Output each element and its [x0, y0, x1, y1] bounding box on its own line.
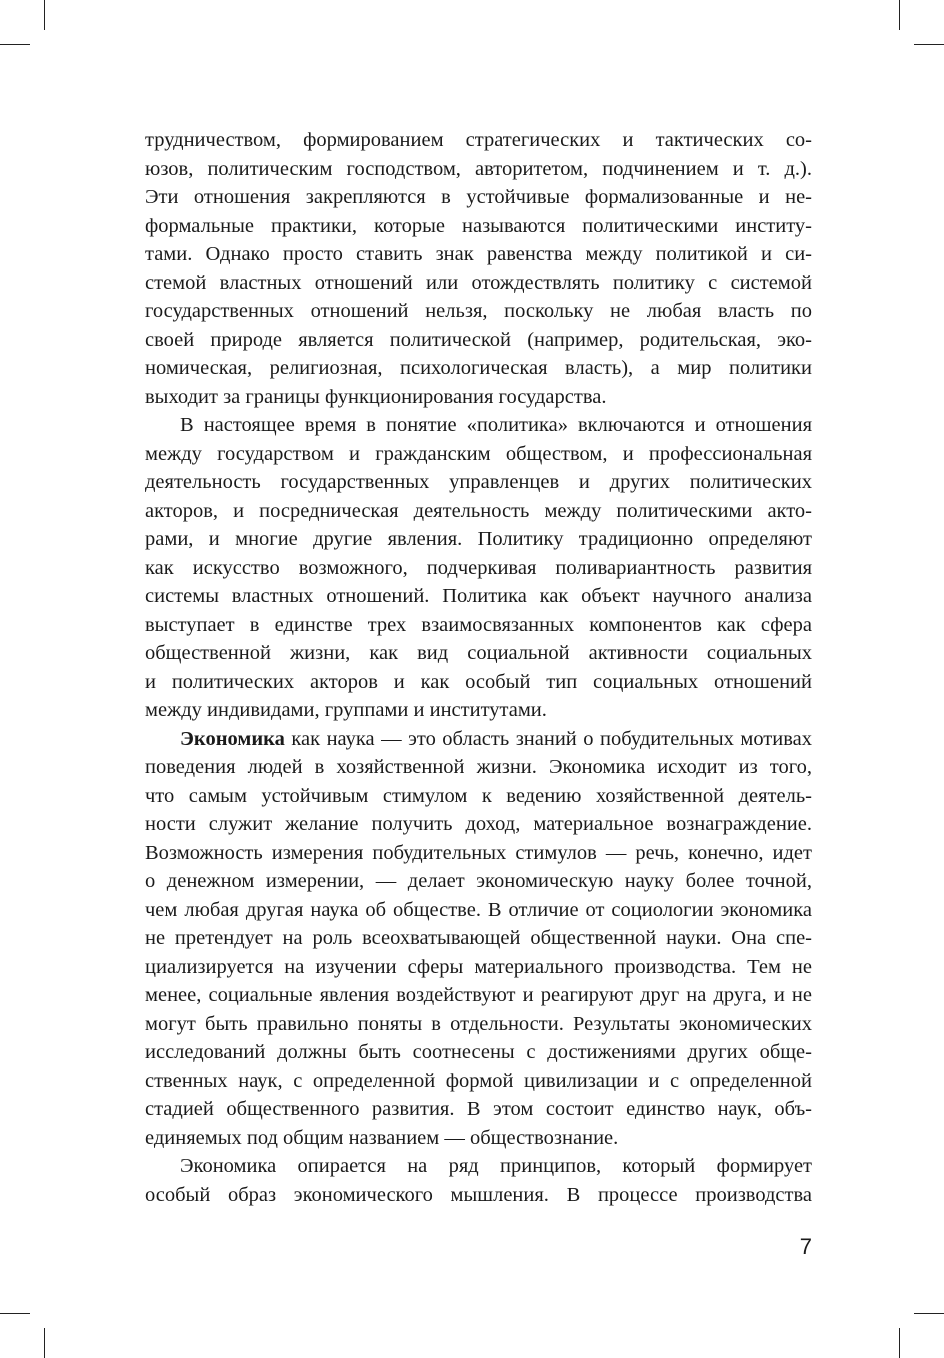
text-line: циализируется на изучении сферы материального производства. Тем не: [145, 955, 812, 978]
text-line: исследований должны быть соотнесены с достижениями других обще-: [145, 1041, 812, 1063]
text-line: стадией общественного развития. В этом состоит единство наук, объ-: [145, 1098, 812, 1120]
paragraph-politics-relations: [145, 126, 812, 411]
text-line: могут быть правильно поняты в отдельности. Результаты экономических: [145, 1012, 812, 1035]
text-line: деятельность государственных управленцев и других политических: [145, 471, 812, 493]
text-line: рами, и многие другие явления. Политику традиционно определяют: [145, 528, 812, 550]
text-line: стемой властных отношений или отождествлять политику с системой: [145, 271, 812, 294]
text-line: своей природе является политической (например, родительская, эко-: [145, 328, 812, 351]
crop-mark-top-left-v: [44, 0, 45, 30]
text-line: особый образ экономического мышления. В процессе производства: [145, 1183, 812, 1206]
crop-mark-bottom-left-v: [44, 1328, 45, 1358]
text-line: и политических акторов и как особый тип социальных отношений: [145, 670, 812, 693]
text-line: системы властных отношений. Политика как объект научного анализа: [145, 585, 812, 607]
text-line: ственных наук, с определенной формой цивилизации и с определенной: [145, 1069, 812, 1092]
text-line: формальные практики, которые называются политическими институ-: [145, 214, 812, 237]
text-line: трудничеством, формированием стратегических и тактических со-: [145, 129, 812, 151]
crop-mark-top-left-h: [0, 44, 30, 45]
text-line: не претендует на роль всеохватывающей общественной науки. Она спе-: [145, 927, 812, 949]
text-line: ности служит желание получить доход, материальное вознаграждение.: [145, 813, 812, 835]
body-text: [145, 126, 812, 1209]
crop-mark-bottom-right-h: [914, 1313, 944, 1314]
crop-mark-top-right-v: [899, 0, 900, 30]
text-line: юзов, политическим господством, авторитетом, подчинением и т. д.).: [145, 157, 812, 180]
text-line: номическая, религиозная, психологическая власть), а мир политики: [145, 357, 812, 379]
text-line: акторов, и посредническая деятельность между политическими акто-: [145, 499, 812, 522]
text-line: выступает в единстве трех взаимосвязанных компонентов как сфера: [145, 613, 812, 636]
text-line: тами. Однако просто ставить знак равенства между политикой и си-: [145, 243, 812, 265]
text-line: государственных отношений нельзя, поскольку не любая власть по: [145, 300, 812, 322]
text-line: как искусство возможного, подчеркивая поливариантность развития: [145, 556, 812, 579]
text-line: между государством и гражданским обществом, и профессиональная: [145, 442, 812, 465]
text-line: выходит за границы функционирования государства.: [145, 385, 607, 408]
text-line: В настоящее время в понятие «политика» включаются и отношения: [180, 414, 812, 436]
paragraph-economics-principles: [145, 1152, 812, 1209]
text-line: чем любая другая наука об обществе. В отличие от социологии экономика: [145, 898, 812, 921]
paragraph-economics: [145, 725, 812, 1153]
term-economics: Экономика: [180, 727, 285, 750]
text-line: поведения людей в хозяйственной жизни. Экономика исходит из того,: [145, 756, 812, 778]
page-number: 7: [799, 1234, 812, 1259]
text-line: между индивидами, группами и институтами.: [145, 699, 547, 721]
text-fragment: как наука — это область знаний о побудительных мотивах: [284, 727, 812, 750]
crop-mark-top-right-h: [914, 44, 944, 45]
text-line: о денежном измерении, — делает экономическую науку более точной,: [145, 870, 812, 892]
crop-mark-bottom-right-v: [899, 1328, 900, 1358]
text-line: Эти отношения закрепляются в устойчивые формализованные и не-: [145, 186, 812, 208]
text-line: менее, социальные явления воздействуют и реагируют друг на друга, и не: [145, 984, 812, 1006]
text-line: единяемых под общим названием — обществознание.: [145, 1126, 619, 1149]
text-line: общественной жизни, как вид социальной активности социальных: [145, 642, 812, 664]
crop-mark-bottom-left-h: [0, 1313, 30, 1314]
text-line: [145, 725, 812, 754]
text-line: Экономика опирается на ряд принципов, который формирует: [180, 1155, 812, 1177]
paragraph-politics-definition: [145, 411, 812, 725]
text-line: Возможность измерения побудительных стимулов — речь, конечно, идет: [145, 841, 812, 864]
text-line: что самым устойчивым стимулом к ведению хозяйственной деятель-: [145, 784, 812, 807]
